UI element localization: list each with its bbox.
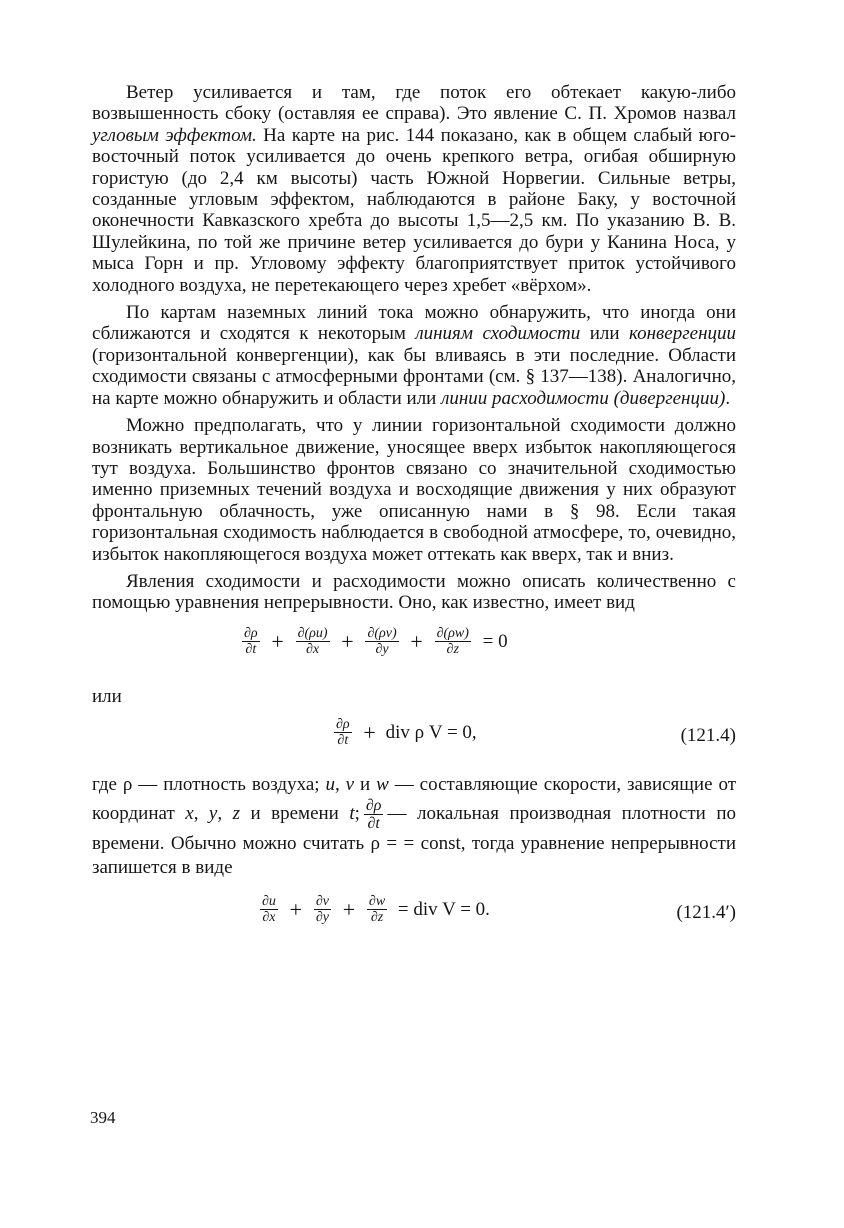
paragraph-vertical-motion: Можно предполагать, что у линии горизонтальной сходимости должно возникать вертикальное движение, уносящее вверх избыток накопляющегося тут воздуха. Большинство фронтов связано со значительной сходимостью именно приземных течений воздуха и восходящие движения у них образуют фронтальную облачность, уже описанную нами в § 98. Если такая горизонтальная сходимость наблюдается в свободной атмосфере, то, очевидно, избыток накопляющегося воздуха может оттекать как вверх, так и вниз. <box>92 415 736 565</box>
plus-sign: + <box>341 628 354 654</box>
term-convergence: конвергенции <box>628 323 737 345</box>
text-run: . <box>725 387 731 409</box>
text-run: На карте на рис. 144 показано, как в общем слабый юго-восточный поток усиливается до очень крепкого ветра, огибая обширную гористую (до 2,4 км высоты) часть Южной Норвегии. Сильные ветры, созданные угловым эффектом, наблюдаются в районе Баку, у восточной оконечности Кавказского хребта до высоты 1,5—2,5 км. По указанию В. В. Шулейкина, по той же причине ветер усиливается до бури у Канина Носа, у мыса Горн и пр. Угловому эффекту благоприятствует приток устойчивого холодного воздуха, не перетекающего через хребет «вёрхом». <box>92 124 736 296</box>
fraction: $\frac{\partial(\rho w)}{\partial z}$ <box>436 625 469 657</box>
equation-number: (121.4′) <box>676 902 736 924</box>
page-number: 394 <box>90 1108 116 1127</box>
equation-number: (121.4) <box>680 725 736 747</box>
fraction: $\frac{\partial(\rho v)}{\partial y}$ <box>367 625 397 657</box>
paragraph-convergence <box>92 302 736 409</box>
paragraph-angular-effect <box>92 82 736 296</box>
fraction: $\frac{\partial\rho}{\partial t}$ <box>365 797 382 833</box>
plus-sign: + <box>410 628 423 654</box>
text-run: По картам наземных линий тока можно обнаружить, что иногда они сближаются и сходятся к некоторым <box>92 302 736 345</box>
text-run: Ветер усиливается и там, где поток его обтекает какую-либо возвышенность сбоку (оставляя ее справа). Это явление С. П. Хромов назвал <box>92 82 736 125</box>
text-run: (горизонтальной конвергенции), как бы вливаясь в эти последние. Области сходимости связаны с атмосферными фронтами (см. § 137—138). Аналогично, на карте можно обнаружить и области или <box>92 344 736 409</box>
fraction: $\frac{\partial w}{\partial z}$ <box>368 894 386 926</box>
fraction: $\frac{\partial\rho}{\partial t}$ <box>336 717 350 749</box>
equation-121-4-prime <box>92 894 736 934</box>
equation-body <box>258 894 490 925</box>
word-or: или <box>92 685 122 707</box>
term-angular-effect: угловым эффектом. <box>92 124 257 146</box>
equation-rest: = div V = 0. <box>397 898 490 920</box>
equation-body <box>240 626 513 657</box>
equation-continuity-full <box>92 626 736 666</box>
equation-rest: div ρ V = 0, <box>385 721 477 743</box>
plus-sign: + <box>271 628 284 654</box>
fraction: $\frac{\partial\rho}{\partial t}$ <box>244 625 258 657</box>
fraction: $\frac{\partial u}{\partial x}$ <box>262 894 276 926</box>
fraction: $\frac{\partial(\rho u)}{\partial x}$ <box>297 625 328 657</box>
term-divergence-lines: линии расходимости (дивергенции) <box>441 387 726 409</box>
equals-zero: = 0 <box>482 630 508 652</box>
fraction: $\frac{\partial v}{\partial y}$ <box>315 894 329 926</box>
plus-sign: + <box>363 719 376 745</box>
paragraph-notation: где ρ — плотность воздуха; u, v и w — составляющие скорости, зависящие от координат x, y, z и времени t; $\frac{\partial\rho}{\partial t}$ — локальная производная плотности по времени. Обычно можно считать ρ = = const, тогда уравнение непрерывности запишется в виде <box>92 774 736 879</box>
plus-sign: + <box>289 896 303 922</box>
page-body <box>92 82 736 934</box>
term-convergence-lines: линиям сходимости <box>415 323 581 345</box>
plus-sign: + <box>342 896 356 922</box>
equation-body <box>332 717 477 748</box>
paragraph-continuity-intro: Явления сходимости и расходимости можно описать количественно с помощью уравнения непрерывности. Оно, как известно, имеет вид <box>92 570 736 614</box>
equation-121-4 <box>92 717 736 757</box>
text-run: или <box>580 323 629 345</box>
